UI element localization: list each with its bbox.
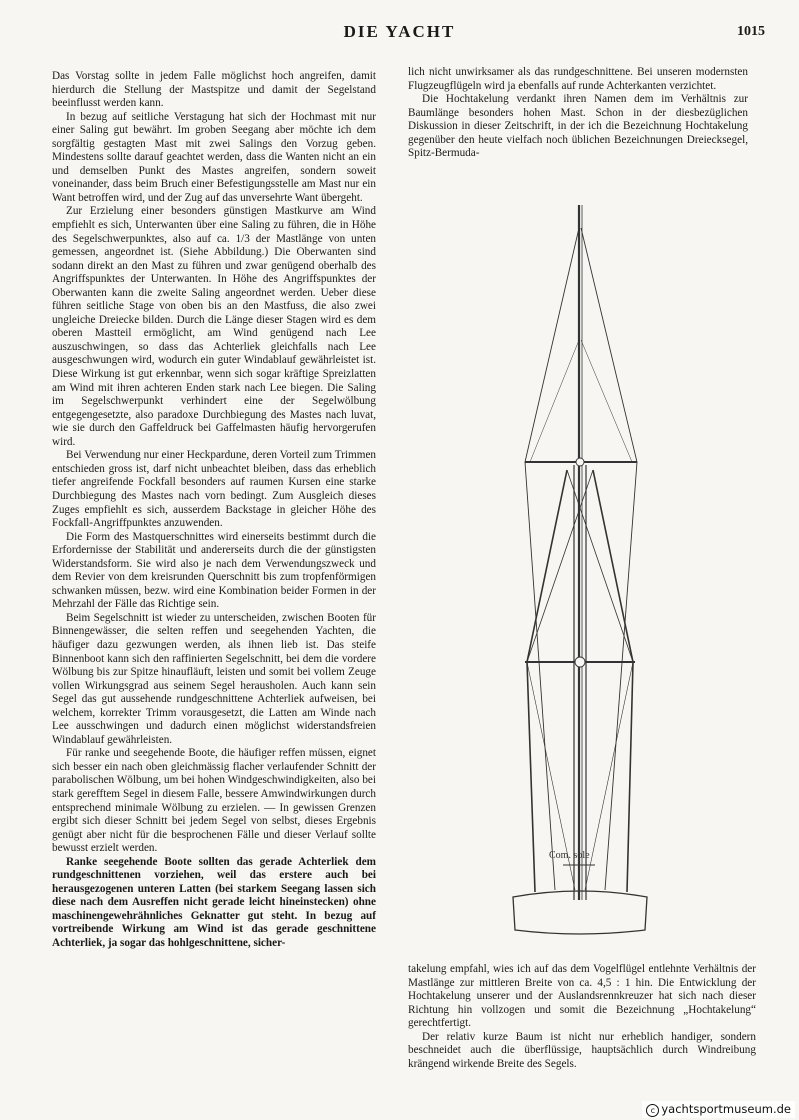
paragraph-vogelfluegel: takelung empfahl, wies ich auf das dem Vogelflügel entlehnte Verhältnis der Mastlänge zur mittleren Breite von ca. 4,5 : 1 hin. Die Entwicklung der Hochtakelung unserer und der Auslandsrennkreuzer hat sich nach dieser Richtung hin vollzogen und somit die Bezeichnung „Hochtakelung“ gerechtfertigt.: [408, 963, 756, 1030]
watermark-text: yachtsportmuseum.de: [661, 1102, 791, 1116]
paragraph-ranke-boote: Für ranke und seegehende Boote, die häufiger reffen müssen, eignet sich besser ein nach oben gleichmässig flacher verlaufender Schnitt der parabolischen Wölbung, um bei hohen Windgeschwindigkeiten, also bei stark gerefftem Segel in diesem Falle, bessere Amwindwirkungen durch entsprechend minimale Wölbung zu erzielen. — In gewissen Grenzen ergibt sich dieser Schnitt bei jedem Segel von selbst, dieses Ergebnis genügt aber nicht für die besprochenen Fälle und dieser Verlauf sollte bewusst erzielt werden.: [52, 747, 376, 855]
right-column-bottom: [408, 963, 756, 1071]
right-column-top: [408, 66, 748, 161]
page-title: DIE YACHT: [343, 22, 456, 41]
mast-rigging-diagram: [505, 200, 655, 940]
figure-label: Com. sole: [549, 850, 590, 861]
paragraph-kurzer-baum: Der relativ kurze Baum ist nicht nur erheblich handiger, sondern beschneidet auch die überflüssige, hauptsächlich durch Windreibung krängend wirkende Breite des Segels.: [408, 1030, 756, 1070]
copyright-icon: c: [646, 1104, 659, 1117]
paragraph-flugzeugfluegel: lich nicht unwirksamer als das rundgeschnittene. Bei unseren modernsten Flugzeugflügeln wird ja ebenfalls auf runde Achterkanten verzichtet.: [408, 66, 748, 92]
paragraph-mastkurve: Zur Erzielung einer besonders günstigen Mastkurve am Wind empfiehlt es sich, Unterwanten über eine Saling zu führen, die in Höhe des Segelschwerpunktes, also auf ca. 1/3 der Mastlänge von unten gemessen, angeordnet ist. (Siehe Abbildung.) Die Oberwanten sind sodann direkt an den Mast zu führen und zwar genügend oberhalb des Angriffspunktes der Unterwanten. In Höhe des Angriffspunktes der Oberwanten kann die zweite Saling angeordnet werden. Ueber diese führen seitliche Stage von oben bis an den Mastfuss, die also zwei ungleiche Dreiecke bilden. Durch die Länge dieser Stagen wird es dem oberen Mastteil ermöglicht, am Wind genügend nach Lee auszuschwingen, so dass das Achterliek gleichfalls nach Lee ausgeschwungen wird, wodurch ein guter Windablauf gewährleistet ist. Diese Wirkung ist gut erkennbar, wenn sich sogar kräftige Spreizlatten am Wind mit ihren achteren Enden stark nach Lee biegen. Die Saling im Segelschwerpunkt verhindert eine der Segelwölbung entgegengesetzte, also paradoxe Durchbiegung des Mastes nach luvat, wie sie durch den Gaffeldruck bei Gaffelmasten häufig hervorgerufen wird.: [52, 205, 376, 448]
paragraph-segelschnitt: Beim Segelschnitt ist wieder zu unterscheiden, zwischen Booten für Binnengewässer, die selten reffen und seegehenden Yachten, die häufiger dazu gezwungen werden, als ihnen lieb ist. Das steife Binnenboot kann sich den raffinierten Segelschnitt, bei dem die vordere Wölbung bis zur Spitze hinaufläuft, leisten und somit bei vollem Zeuge vollen Wirkungsgrad aus seinem Segel herausholen. Auch kann sein Segel das gut aussehende rundgeschnittene Achterliek aufweisen, bei welchem, korrekter Trimm vorausgesetzt, die Latten am Winde nach Lee ausschwingen und dadurch einen möglichst widerstandsfreien Windablauf gewährleisten.: [52, 611, 376, 746]
paragraph-heckpardune: Bei Verwendung nur einer Heckpardune, deren Vorteil zum Trimmen entschieden gross ist, darf nicht unbeachtet bleiben, dass das erheblich tiefer angreifende Fockfall besonders auf raumen Kursen eine starke Durchbiegung des Mastes nach vorn bedingt. Zum Ausgleich dieses Zuges empfiehlt es sich, ausserdem Backstage in gleicher Höhe des Fockfall-Angriffpunktes anzuwenden.: [52, 449, 376, 530]
page-number: 1015: [737, 24, 765, 39]
left-column: [52, 70, 376, 951]
paragraph-verstagung: In bezug auf seitliche Verstagung hat sich der Hochmast mit nur einer Saling gut bewährt. Im groben Seegang aber möchte ich dem sorgfältig gestagten Mast mit zwei Salings den Vorzug geben. Mindestens sollte darauf geachtet werden, dass die Wanten nicht an ein und demselben Punkt des Mastes angreifen, sondern soweit voneinander, dass beim Bruch einer Befestigungsstelle am Mast nur ein Want betroffen wird, und der Zug auf das unversehrte Want übergeht.: [52, 110, 376, 204]
paragraph-achterliek: Ranke seegehende Boote sollten das gerade Achterliek dem rundgeschnittenen vorziehen, weil das erstere auch bei herausgezogenen unteren Latten (bei starkem Seegang lassen sich diese nach dem Ausreffen nicht gerade leicht hineinstecken) ohne maschinengewehrähnliches Geknatter gut steht. In bezug auf vortreibende Wirkung am Wind ist das gerade geschnittene Achterliek, ja sogar das hohlgeschnittene, sicher-: [52, 855, 376, 949]
paragraph-mastquerschnitt: Die Form des Mastquerschnittes wird einerseits bestimmt durch die Erfordernisse der Stabilität und andererseits durch die der günstigsten Widerstandsform. Sie wird also je nach dem Verwendungszweck und dem Revier von dem kreisrunden Querschnitt bis zum tropfenförmigen schwanken müssen, bezw. wird eine Kombination beider Formen in der Mehrzahl der Fälle das Richtige sein.: [52, 530, 376, 611]
paragraph-vorstag: Das Vorstag sollte in jedem Falle möglichst hoch angreifen, damit hierdurch die Stellung der Mastspitze und damit der Segelstand beeinflusst werden kann.: [52, 70, 376, 110]
paragraph-hochtakelung: Die Hochtakelung verdankt ihren Namen dem im Verhältnis zur Baumlänge besonders hohen Mast. Schon in der diesbezüglichen Diskussion in dieser Zeitschrift, in der ich die Bezeichnung Hochtakelung gegenüber den heute vielfach noch üblichen Bezeichnungen Dreiecksegel, Spitz-Bermuda-: [408, 93, 748, 160]
watermark: [642, 1101, 795, 1118]
